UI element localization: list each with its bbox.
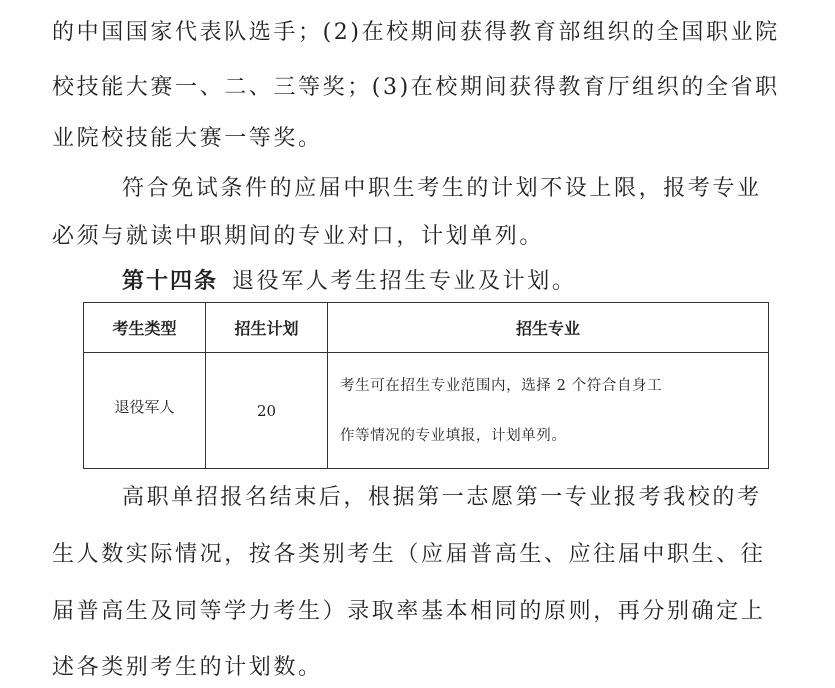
paragraph-3-line-2: 生人数实际情况，按各类别考生（应届普高生、应往届中职生、往 [52,542,766,567]
header-enrollment-major: 招生专业 [328,303,769,353]
paragraph-1-line-1: 的中国国家代表队选手；(2)在校期间获得教育部组织的全国职业院 [52,20,780,45]
paragraph-2-line-1: 符合免试条件的应届中职生考生的计划不设上限，报考专业 [122,176,762,201]
major-line-1: 考生可在招生专业范围内，选择 2 个符合自身工 [340,377,663,394]
cell-candidate-type: 退役军人 [84,353,206,469]
enrollment-plan-table [83,302,769,469]
paragraph-3-line-3: 届普高生及同等学力考生）录取率基本相同的原则，再分别确定上 [52,599,766,624]
table-row [84,353,769,469]
article-heading [122,266,576,297]
paragraph-3-line-4: 述各类别考生的计划数。 [52,655,323,680]
paragraph-2-line-2: 必须与就读中职期间的专业对口，计划单列。 [52,224,545,249]
cell-enrollment-major [328,353,769,469]
article-number: 第十四条 [122,268,219,294]
paragraph-3-line-1: 高职单招报名结束后，根据第一志愿第一专业报考我校的考 [122,485,762,510]
major-line-2: 作等情况的专业填报，计划单列。 [340,427,567,444]
article-title: 退役军人考生招生专业及计划。 [232,269,577,294]
table-header-row [84,303,769,353]
paragraph-1-line-2: 校技能大赛一、二、三等奖；(3)在校期间获得教育厅组织的全省职 [52,75,780,100]
cell-enrollment-plan: 20 [206,353,328,469]
header-enrollment-plan: 招生计划 [206,303,328,353]
header-candidate-type: 考生类型 [84,303,206,353]
paragraph-1-line-3: 业院校技能大赛一等奖。 [52,126,323,151]
